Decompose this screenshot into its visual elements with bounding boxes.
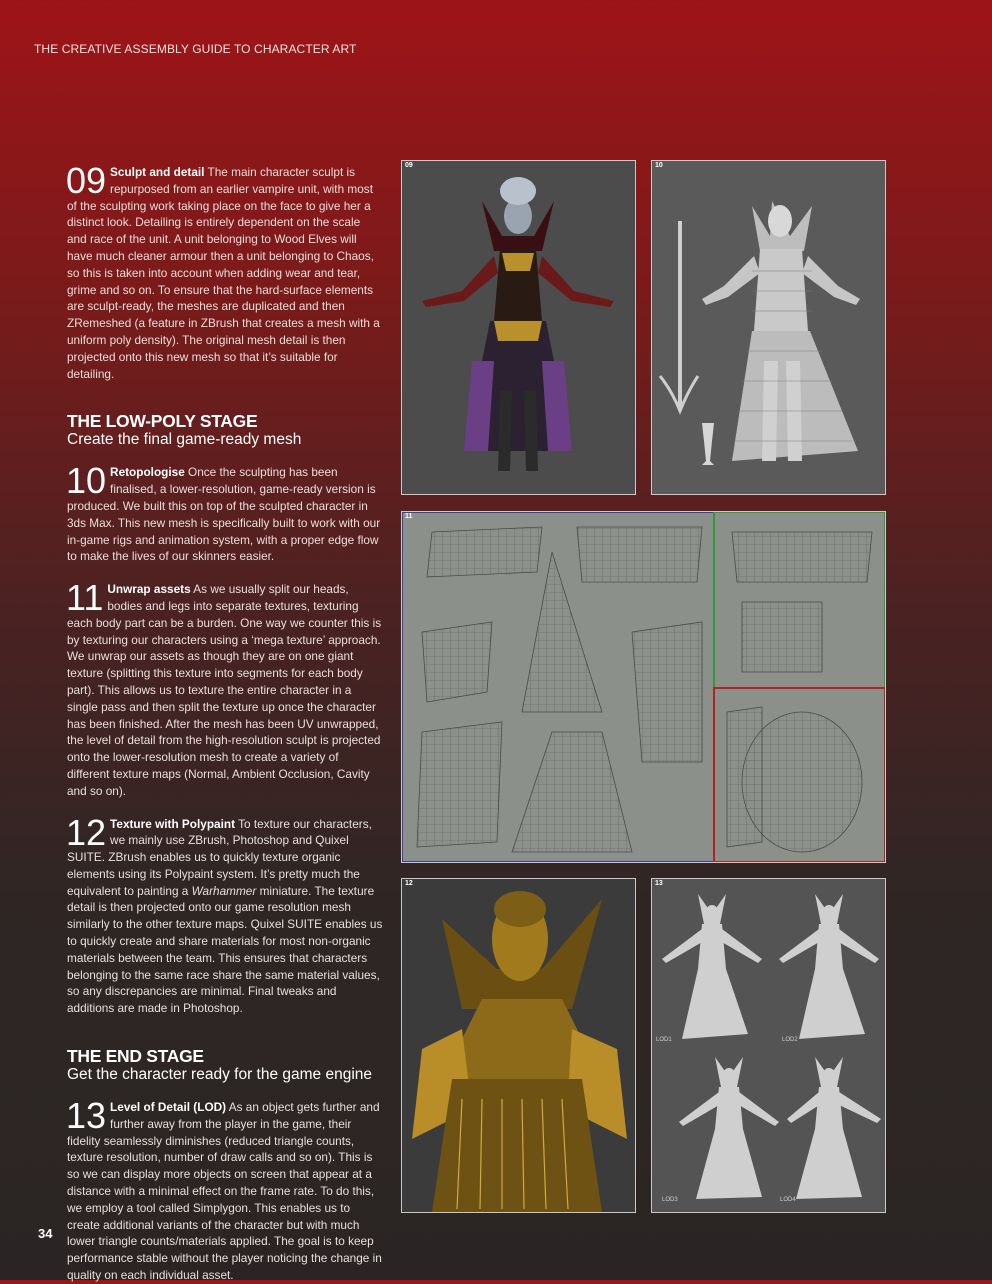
lod-label-3: LOD3 (662, 1197, 678, 1203)
step-body: miniature. The texture detail is then projected onto our game resolution mesh similarly to the other texture maps. Quixel SUITE enables us to quickly create and share materials for most non-organic materials between the team. This ensures that characters belonging to the same race share the same material values, so any discrepancies are minimal. Final tweaks and additions are made in Photoshop. (67, 883, 383, 1016)
running-title: THE CREATIVE ASSEMBLY GUIDE TO CHARACTER ART (34, 42, 357, 56)
step-number: 13 (66, 1095, 107, 1137)
step-body: As we usually split our heads, bodies and legs into separate textures, texturing each body part can be a burden. One way we counter this is by texturing our characters using a ‘mega texture’ approach. We unwrap our assets as though they are on one giant texture (splitting this texture into segments for each body part). This allows us to texture the entire character in a single pass and then split the texture up once the character has been finished. After the mesh has been UV unwrapped, the level of detail from the high-resolution sculpt is projected onto the lower-resolution mesh to create a variety of different texture maps (Normal, Ambient Occlusion, Cavity and so on). (67, 582, 382, 798)
figure-10-sculpt-wireframe (651, 160, 886, 495)
step-body: Once the sculpting has been finalised, a lower-resolution, game-ready version is produced. We built this on top of the sculpted character in 3ds Max. This new mesh is specifically built to work with our in-game rigs and animation system, with a proper edge flow to make the lives of our skinners easier. (67, 465, 381, 564)
step-title: Retopologise (110, 465, 185, 480)
article-column (66, 160, 383, 1284)
uv-layout-image (402, 512, 885, 862)
figure-label: 10 (655, 162, 663, 169)
step-10 (66, 460, 383, 565)
step-body: As an object gets further and further away from the player in the game, their fidelity seamlessly diminishes (reduced triangle counts, texture resolution, number of draw calls and so on). This is so we can display more objects on screen that appear at a distance with a minimal effect on the frame rate. To do this, we employ a tool called Simplygon. This enables us to create additional variants of the character but with much lower triangle counts/materials applied. The goal is to keep performance stable without the player noticing the change in quality on each individual asset. (67, 1100, 382, 1283)
figure-11-uv-layout (401, 511, 886, 863)
figure-13-lod-comparison (651, 878, 886, 1213)
step-body: The main character sculpt is repurposed from an earlier vampire unit, with most of the sculpting work taking place on the face to give her a distinct look. Detailing is entirely dependent on the scale and race of the unit. A unit belonging to Wood Elves will have much cleaner armour then a unit belonging to Chaos, so this is taken into account when adding wear and tear, grime and so on. To ensure that the hard-surface elements are sculpt-ready, the meshes are duplicated and then ZRemeshed (a feature in ZBrush that creates a mesh with a uniform poly density). The original mesh detail is then projected onto this new mesh so that it’s suitable for detailing. (67, 165, 380, 381)
step-number: 11 (66, 577, 104, 619)
section-heading: THE END STAGE (67, 1046, 204, 1067)
step-title: Unwrap assets (107, 582, 191, 597)
step-title: Texture with Polypaint (110, 816, 236, 831)
figure-label: 13 (655, 880, 663, 887)
step-13 (66, 1095, 383, 1284)
step-title: Sculpt and detail (110, 165, 205, 179)
gold-render-image (402, 879, 635, 1212)
figure-label: 09 (405, 162, 413, 169)
step-11 (66, 577, 383, 799)
step-body: To texture our characters, we mainly use ZBrush, Photoshop and Quixel SUITE. ZBrush enables us to quickly texture organic elements using its Polypaint system. It’s pretty much the equivalent to painting a (67, 816, 372, 898)
figure-09-textured-render (401, 160, 636, 495)
sculpt-wireframe-image (652, 161, 885, 494)
step-title: Level of Detail (LOD) (110, 1100, 227, 1115)
section-low-poly (67, 412, 383, 448)
textured-character-image (402, 161, 635, 494)
step-body-italic: Warhammer (191, 883, 257, 898)
section-heading: THE LOW-POLY STAGE (67, 411, 258, 432)
step-number: 10 (66, 460, 107, 502)
figure-label: 11 (405, 513, 413, 520)
step-number: 12 (66, 811, 107, 853)
lod-label-2: LOD2 (782, 1037, 798, 1043)
section-subheading: Get the character ready for the game engine (67, 1066, 373, 1084)
page-number: 34 (38, 1226, 53, 1241)
section-end-stage (67, 1047, 383, 1083)
lod-label-1: LOD1 (656, 1037, 672, 1043)
step-number: 09 (66, 160, 107, 201)
step-09 (66, 160, 383, 382)
figure-label: 12 (405, 880, 413, 887)
lod-label-4: LOD4 (780, 1197, 796, 1203)
section-subheading: Create the final game-ready mesh (67, 431, 302, 449)
figure-12-polypaint-render (401, 878, 636, 1213)
step-12 (66, 811, 383, 1018)
lod-models-image (652, 879, 885, 1212)
